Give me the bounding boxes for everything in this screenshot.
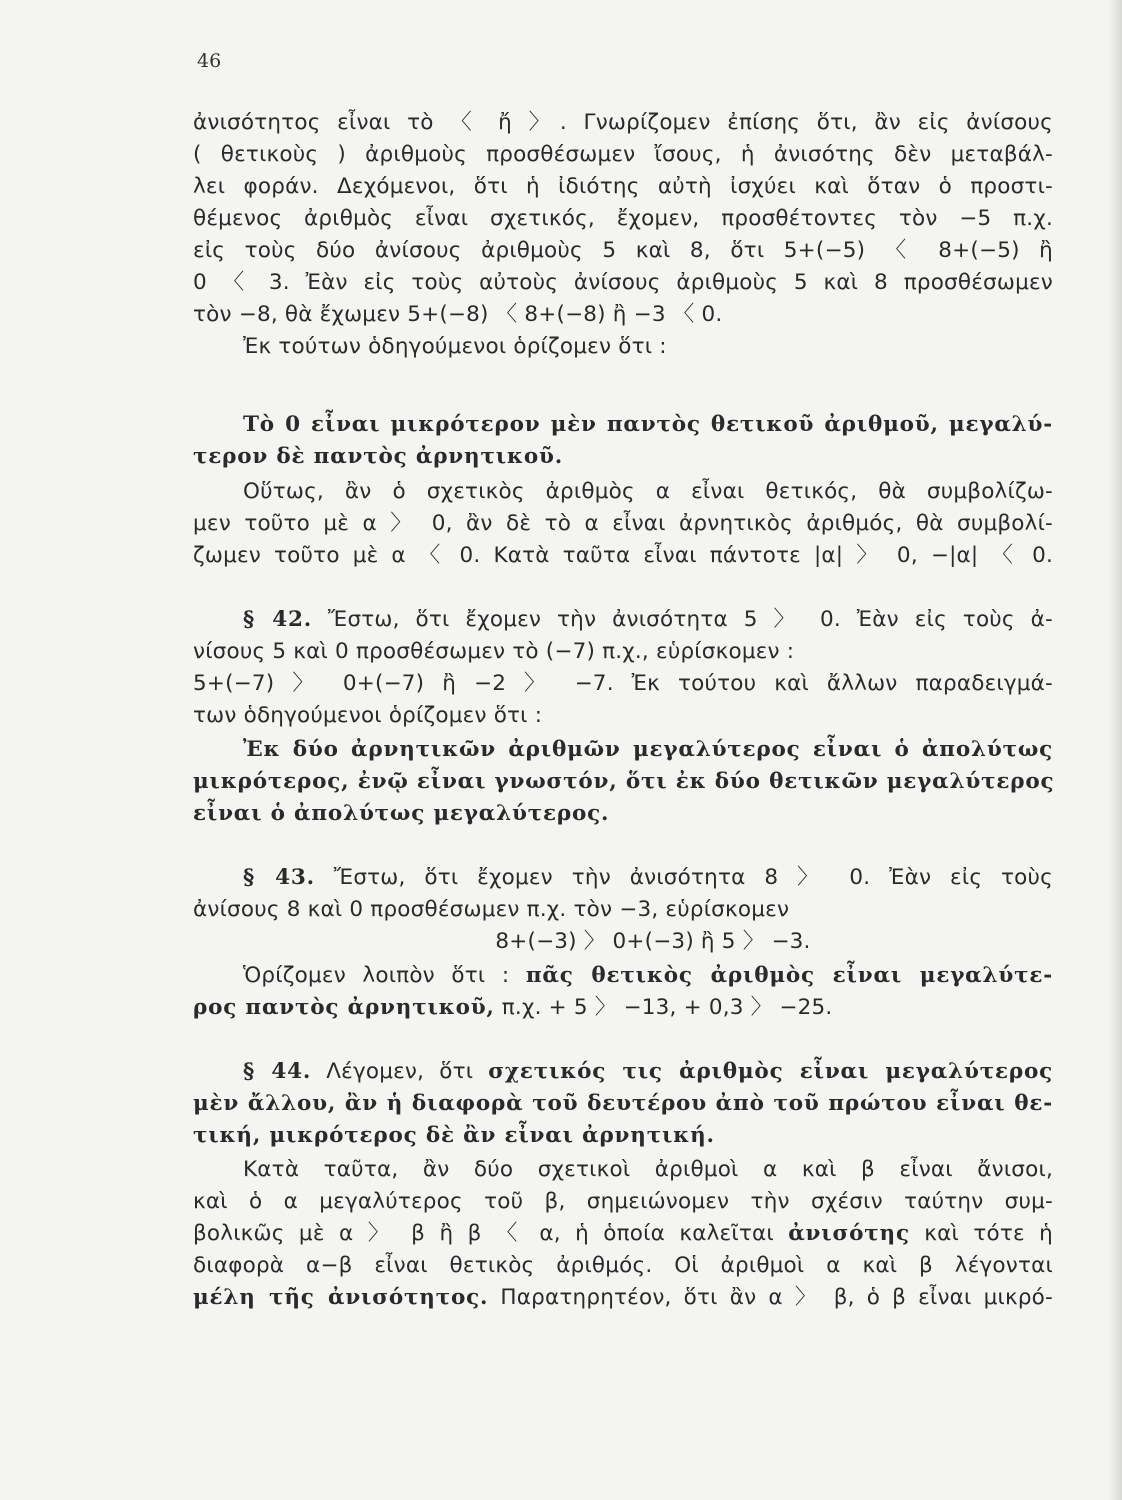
text-span: π.χ. + 5 〉 −13, + 0,3 〉 −25. xyxy=(501,995,833,1020)
section-mark: § 42. xyxy=(243,607,313,632)
text-line: Κατὰ ταῦτα, ἂν δύο σχετικοὶ ἀριθμοὶ α καὶ β εἶναι ἄνισοι, xyxy=(243,1157,1053,1182)
text-line xyxy=(193,1219,1053,1249)
equation-line: 8+(−3) 〉 0+(−3) ἢ 5 〉 −3. xyxy=(495,929,811,954)
definition-line: Τὸ 0 εἶναι μικρότερον μὲν παντὸς θετικοῦ ἀριθμοῦ, μεγαλύ- xyxy=(243,412,1053,437)
text-span: Ἔστω, ὅτι ἔχομεν τὴν ἀνισότητα 5 〉 0. Ἐὰν εἰς τοὺς ἀ- xyxy=(327,607,1053,632)
definition-line: εἶναι ὁ ἀπολύτως μεγαλύτερος. xyxy=(193,801,610,826)
text-line: Ἐκ τούτων ὁδηγούμενοι ὁρίζομεν ὅτι : xyxy=(243,334,667,359)
text-line: Οὕτως, ἂν ὁ σχετικὸς ἀριθμὸς α εἶναι θετικός, θὰ συμβολίζω- xyxy=(243,479,1053,504)
text-span: Παρατηρητέον, ὅτι ἂν α 〉 β, ὁ β εἶναι μικρό- xyxy=(500,1285,1053,1310)
section-mark: § 44. xyxy=(243,1059,312,1084)
text-line: 5+(−7) 〉 0+(−7) ἢ −2 〉 −7. Ἐκ τούτου καὶ ἄλλων παραδειγμά- xyxy=(193,671,1053,696)
bold-span: ρος παντὸς ἀρνητικοῦ, xyxy=(193,995,495,1020)
text-span: βολικῶς μὲ α 〉 β ἢ β 〈 α, ἡ ὁποία καλεῖται xyxy=(193,1221,774,1246)
section-42-line xyxy=(193,605,1053,635)
text-span: Ἔστω, ὅτι ἔχομεν τὴν ἀνισότητα 8 〉 0. Ἐὰν εἰς τοὺς xyxy=(333,865,1053,890)
definition-line: Ἐκ δύο ἀρνητικῶν ἀριθμῶν μεγαλύτερος εἶναι ὁ ἀπολύτως xyxy=(243,737,1053,762)
section-mark: § 43. xyxy=(243,865,315,890)
page-edge-shadow xyxy=(1108,0,1122,1500)
text-line: μεν τοῦτο μὲ α 〉 0, ἂν δὲ τὸ α εἶναι ἀρνητικὸς ἀριθμός, θὰ συμβολί- xyxy=(193,511,1053,536)
section-43-line xyxy=(193,863,1053,893)
bold-span: πᾶς θετικὸς ἀριθμὸς εἶναι μεγαλύτε- xyxy=(525,963,1053,988)
text-span: καὶ τότε ἡ xyxy=(924,1221,1053,1246)
bold-span: μέλη τῆς ἀνισότητος. xyxy=(193,1285,489,1310)
text-line xyxy=(193,993,1053,1023)
text-line: καὶ ὁ α μεγαλύτερος τοῦ β, σημειώνομεν τὴν σχέσιν ταύτην συμ- xyxy=(193,1189,1053,1214)
section-44-line xyxy=(193,1057,1053,1087)
definition-line: μὲν ἄλλου, ἂν ἡ διαφορὰ τοῦ δευτέρου ἀπὸ τοῦ πρώτου εἶναι θε- xyxy=(193,1091,1053,1116)
text-line xyxy=(193,961,1053,991)
bold-span: σχετικός τις ἀριθμὸς εἶναι μεγαλύτερος xyxy=(488,1059,1053,1084)
text-line: εἰς τοὺς δύο ἀνίσους ἀριθμοὺς 5 καὶ 8, ὅτι 5+(−5) 〈 8+(−5) ἢ xyxy=(193,238,1053,263)
text-line: λει φοράν. Δεχόμενοι, ὅτι ἡ ἰδιότης αὐτὴ ἰσχύει καὶ ὅταν ὁ προστι- xyxy=(193,174,1053,199)
bold-span: ἀνισότης xyxy=(788,1221,910,1246)
definition-line: τική, μικρότερος δὲ ἂν εἶναι ἀρνητική. xyxy=(193,1123,715,1148)
text-line: θέμενος ἀριθμὸς εἶναι σχετικός, ἔχομεν, προσθέτοντες τὸν −5 π.χ. xyxy=(193,206,1053,231)
text-line: ἀνισότητος εἶναι τὸ 〈 ἤ 〉. Γνωρίζομεν ἐπίσης ὅτι, ἂν εἰς ἀνίσους xyxy=(193,110,1053,135)
text-line xyxy=(193,1283,1053,1313)
text-line: ( θετικοὺς ) ἀριθμοὺς προσθέσωμεν ἴσους, ἡ ἀνισότης δὲν μεταβάλ- xyxy=(193,142,1053,167)
text-line: νίσους 5 καὶ 0 προσθέσωμεν τὸ (−7) π.χ., εὑρίσκομεν : xyxy=(193,639,795,664)
text-line: 0 〈 3. Ἐὰν εἰς τοὺς αὐτοὺς ἀνίσους ἀριθμοὺς 5 καὶ 8 προσθέσωμεν xyxy=(193,270,1053,295)
text-line: τὸν −8, θὰ ἔχωμεν 5+(−8) 〈 8+(−8) ἢ −3 〈 0. xyxy=(193,302,723,327)
definition-line: τερον δὲ παντὸς ἀρνητικοῦ. xyxy=(193,444,563,469)
text-span: Λέγομεν, ὅτι xyxy=(326,1059,474,1084)
text-line: ζωμεν τοῦτο μὲ α 〈 0. Κατὰ ταῦτα εἶναι πάντοτε |α| 〉 0, −|α| 〈 0. xyxy=(193,543,1053,568)
definition-line: μικρότερος, ἐνῷ εἶναι γνωστόν, ὅτι ἐκ δύο θετικῶν μεγαλύτερος xyxy=(193,769,1055,794)
text-span: Ὁρίζομεν λοιπὸν ὅτι : xyxy=(243,963,510,988)
text-line: διαφορὰ α−β εἶναι θετικὸς ἀριθμός. Οἱ ἀριθμοὶ α καὶ β λέγονται xyxy=(193,1253,1053,1278)
text-line: ἀνίσους 8 καὶ 0 προσθέσωμεν π.χ. τὸν −3, εὑρίσκομεν xyxy=(193,897,790,922)
text-line: των ὁδηγούμενοι ὁρίζομεν ὅτι : xyxy=(193,703,543,728)
page-number: 46 xyxy=(197,50,222,72)
